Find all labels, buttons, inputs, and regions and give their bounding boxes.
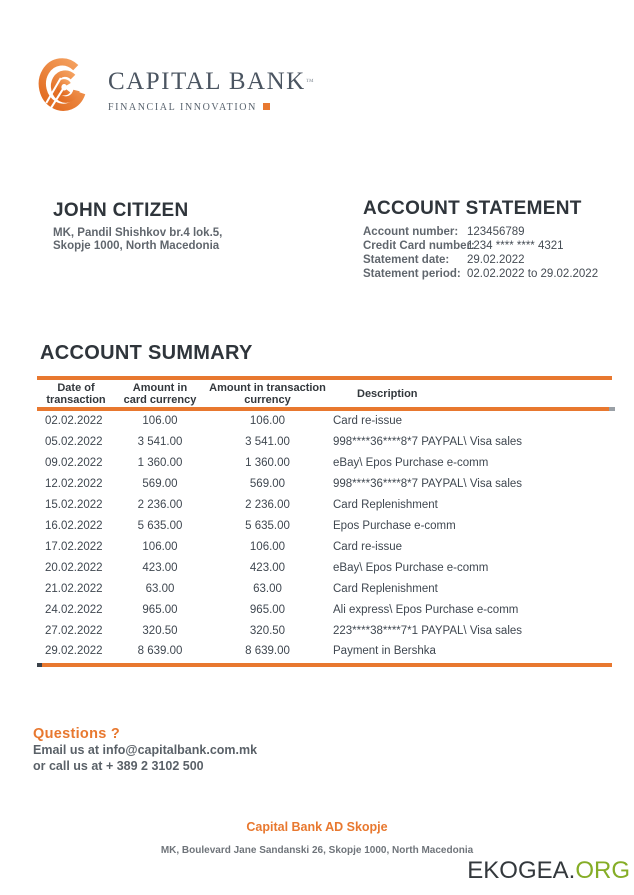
amount-transaction-currency: 63.00: [253, 582, 282, 595]
transaction-date: 02.02.2022: [45, 415, 103, 428]
transaction-date: 05.02.2022: [45, 436, 103, 449]
customer-address-line2: Skopje 1000, North Macedonia: [53, 240, 220, 252]
field-label: Account number:: [363, 226, 459, 238]
table-row: [37, 432, 612, 453]
amount-transaction-currency: 8 639.00: [245, 645, 290, 658]
customer-name: JOHN CITIZEN: [53, 200, 189, 221]
transaction-date: 24.02.2022: [45, 603, 103, 616]
footer-bank-address: MK, Boulevard Jane Sandanski 26, Skopje 1000, North Macedonia: [160, 845, 474, 856]
watermark-green-text: ORG: [575, 857, 630, 884]
statement-title: ACCOUNT STATEMENT: [363, 198, 582, 219]
amount-transaction-currency: 106.00: [249, 540, 286, 553]
amount-card-currency: 423.00: [142, 561, 178, 574]
amount-card-currency: 106.00: [142, 540, 178, 553]
questions-title: Questions ?: [33, 726, 121, 742]
transaction-date: 27.02.2022: [45, 624, 103, 637]
orange-swirl-e-icon: [38, 58, 90, 120]
contact-email-line: Email us at info@capitalbank.com.mk: [33, 743, 258, 757]
amount-card-currency: 320.50: [142, 624, 178, 637]
amount-card-currency: 569.00: [142, 478, 178, 491]
amount-card-currency: 5 635.00: [137, 519, 183, 532]
table-header-rule: [37, 407, 612, 411]
transaction-date: 12.02.2022: [45, 478, 103, 491]
footer-bank-name: Capital Bank AD Skopje: [246, 820, 388, 834]
summary-title: ACCOUNT SUMMARY: [40, 342, 253, 364]
table-row: [37, 599, 612, 620]
amount-card-currency: 1 360.00: [137, 457, 183, 470]
transaction-description: Card Replenishment: [333, 499, 438, 512]
questions-section: [33, 726, 257, 774]
transaction-description: eBay\ Epos Purchase e-comm: [333, 561, 489, 574]
field-label: Statement date:: [363, 254, 450, 266]
header-amount-card: Amount in card currency: [123, 381, 197, 406]
amount-transaction-currency: 569.00: [249, 478, 286, 491]
transaction-description: Payment in Bershka: [333, 645, 436, 658]
table-row: [37, 411, 612, 432]
table-row: [37, 578, 612, 599]
bank-tagline: [108, 102, 314, 113]
statement-period-value: 02.02.2022 to 29.02.2022: [467, 268, 599, 280]
amount-transaction-currency: 5 635.00: [245, 519, 290, 532]
amount-transaction-currency: 2 236.00: [245, 499, 290, 512]
transaction-description: 998****36****8*7 PAYPAL\ Visa sales: [333, 436, 523, 449]
transaction-date: 15.02.2022: [45, 499, 103, 512]
transactions-table: [37, 376, 612, 667]
account-number-value: 123456789: [467, 226, 525, 238]
header-date: Date of transaction: [46, 381, 106, 406]
amount-card-currency: 2 236.00: [137, 499, 183, 512]
table-row: [37, 474, 612, 495]
amount-card-currency: 63.00: [145, 582, 175, 595]
header-description: Description: [357, 387, 418, 400]
amount-transaction-currency: 1 360.00: [245, 457, 290, 470]
orange-square-icon: [263, 103, 270, 110]
field-label: Statement period:: [363, 268, 461, 280]
transaction-description: eBay\ Epos Purchase e-comm: [333, 457, 489, 470]
table-row: [37, 536, 612, 557]
bank-name-text: CAPITAL BANK: [108, 68, 306, 95]
trademark-symbol: ™: [305, 77, 314, 86]
amount-transaction-currency: 3 541.00: [245, 436, 290, 449]
amount-card-currency: 8 639.00: [137, 645, 183, 658]
table-row: [37, 641, 612, 662]
amount-card-currency: 965.00: [142, 603, 178, 616]
transaction-description: 998****36****8*7 PAYPAL\ Visa sales: [333, 478, 523, 491]
ekogea-watermark: [467, 857, 630, 885]
statement-date-value: 29.02.2022: [467, 254, 525, 266]
transaction-description: Card re-issue: [333, 540, 403, 553]
amount-transaction-currency: 965.00: [249, 603, 286, 616]
table-row: [37, 516, 612, 537]
statement-fields: [363, 226, 598, 281]
table-row: [37, 453, 612, 474]
credit-card-number-value: 1234 **** **** 4321: [467, 240, 564, 252]
table-header-row: [37, 380, 612, 407]
contact-phone-line: or call us at + 389 2 3102 500: [33, 759, 204, 773]
amount-card-currency: 106.00: [142, 415, 178, 428]
watermark-dark-text: EKOGEA.: [467, 857, 576, 884]
transaction-description: 223****38****7*1 PAYPAL\ Visa sales: [333, 624, 523, 637]
transaction-date: 17.02.2022: [45, 540, 103, 553]
transaction-date: 21.02.2022: [45, 582, 103, 595]
transaction-description: Epos Purchase e-comm: [333, 519, 456, 532]
transaction-date: 29.02.2022: [45, 645, 103, 658]
transaction-date: 20.02.2022: [45, 561, 103, 574]
transaction-date: 16.02.2022: [45, 519, 103, 532]
statement-info: [363, 198, 598, 281]
field-label: Credit Card number:: [363, 240, 475, 252]
customer-info: [53, 200, 222, 253]
table-top-rule: [37, 376, 612, 380]
amount-transaction-currency: 106.00: [249, 415, 286, 428]
header-amount-transaction: Amount in transaction currency: [209, 381, 326, 406]
amount-transaction-currency: 423.00: [249, 561, 286, 574]
bank-logo: [38, 58, 314, 120]
transaction-description: Card re-issue: [333, 415, 403, 428]
transaction-description: Ali express\ Epos Purchase e-comm: [333, 603, 519, 616]
bank-name-logo-text: [108, 70, 314, 94]
amount-transaction-currency: 320.50: [249, 624, 286, 637]
customer-address-line1: MK, Pandil Shishkov br.4 lok.5,: [53, 227, 223, 239]
table-bottom-rule: [37, 663, 612, 667]
transaction-date: 09.02.2022: [45, 457, 103, 470]
table-row: [37, 620, 612, 641]
transaction-description: Card Replenishment: [333, 582, 438, 595]
amount-card-currency: 3 541.00: [137, 436, 183, 449]
table-body: [37, 411, 612, 662]
customer-address: [53, 227, 222, 253]
table-row: [37, 557, 612, 578]
table-row: [37, 495, 612, 516]
tagline-text: FINANCIAL INNOVATION: [108, 102, 257, 113]
